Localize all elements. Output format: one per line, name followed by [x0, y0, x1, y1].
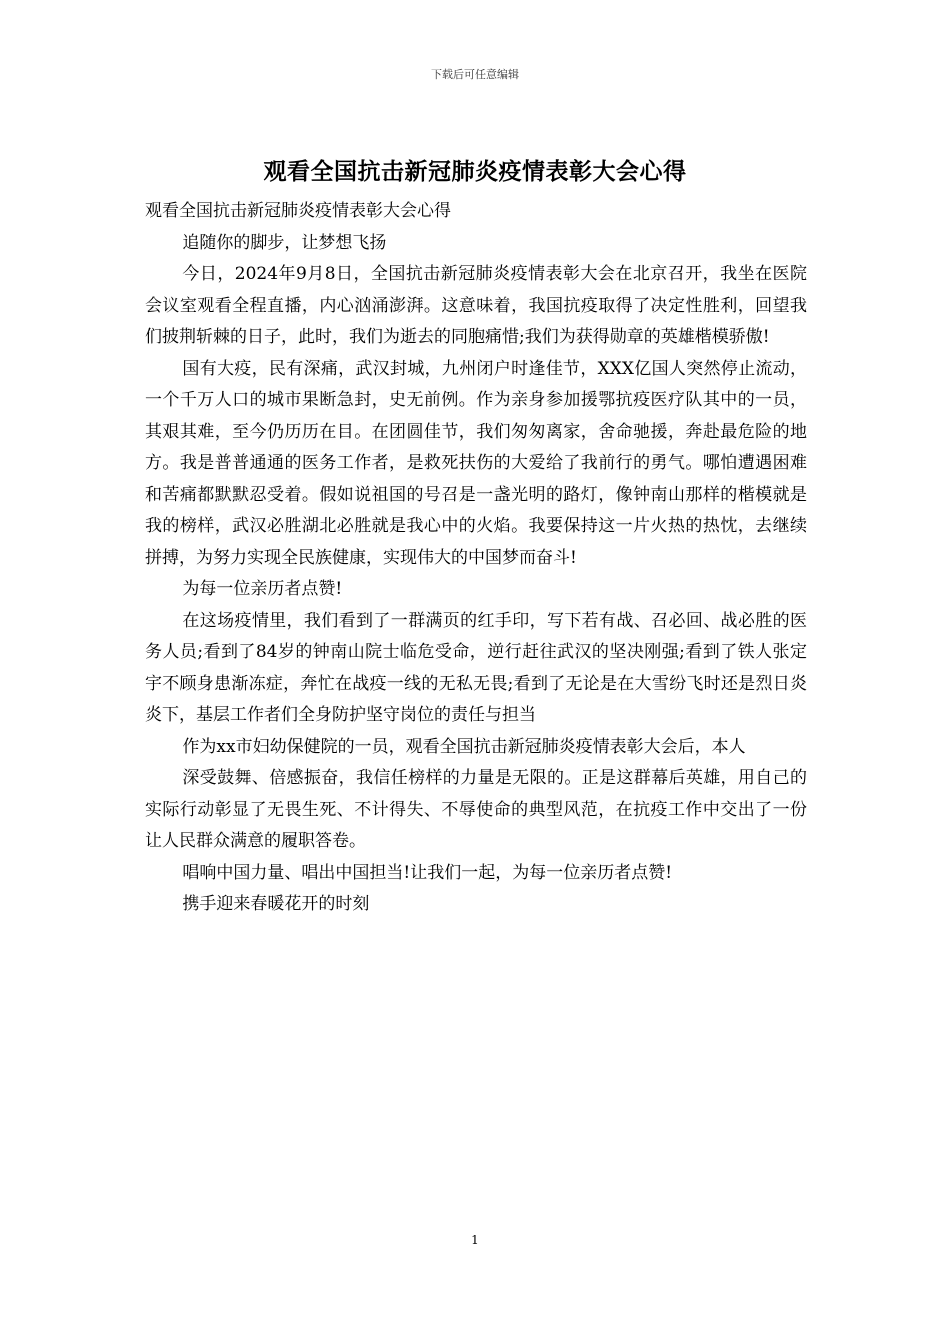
- paragraph: 为每一位亲历者点赞!: [182, 579, 343, 599]
- document-title: 观看全国抗击新冠肺炎疫情表彰大会心得: [263, 158, 687, 185]
- paragraph: 在这场疫情里，我们看到了一群满页的红手印，写下若有战、召必回、战必胜的医务人员;看到了84岁的钟南山院士临危受命，逆行赶往武汉的坚决刚强;看到了铁人张定宇不顾身患渐冻症，奔忙在战疫一线的无私无畏;看到了无论是在大雪纷飞时还是烈日炎炎下，基层工作者们全身防护坚守岗位的责任与担当: [145, 610, 807, 725]
- paragraph: 观看全国抗击新冠肺炎疫情表彰大会心得: [145, 201, 451, 221]
- paragraph: 国有大疫，民有深痛，武汉封城，九州闭户时逢佳节，XXX亿国人突然停止流动，一个千万人口的城市果断急封，史无前例。作为亲身参加援鄂抗疫医疗队其中的一员，其艰其难，至今仍历历在目。在团圆佳节，我们匆匆离家，舍命驰援，奔赴最危险的地方。我是普普通通的医务工作者，是救死扶伤的大爱给了我前行的勇气。哪怕遭遇困难和苦痛都默默忍受着。假如说祖国的号召是一盏光明的路灯，像钟南山那样的楷模就是我的榜样，武汉必胜湖北必胜就是我心中的火焰。我要保持这一片火热的热忱，去继续拼搏，为努力实现全民族健康，实现伟大的中国梦而奋斗!: [145, 358, 807, 568]
- document-body: [145, 196, 807, 921]
- paragraph: 追随你的脚步，让梦想飞扬: [182, 232, 387, 253]
- paragraph: 携手迎来春暖花开的时刻: [182, 894, 370, 914]
- page-header: 下载后可任意编辑: [431, 68, 519, 81]
- paragraph: 深受鼓舞、倍感振奋，我信任榜样的力量是无限的。正是这群幕后英雄，用自己的实际行动彰显了无畏生死、不计得失、不辱使命的典型风范，在抗疫工作中交出了一份让人民群众满意的履职答卷。: [145, 768, 807, 851]
- paragraph: 作为xx市妇幼保健院的一员，观看全国抗击新冠肺炎疫情表彰大会后，本人: [182, 736, 746, 757]
- paragraph: 今日，2024年9月8日，全国抗击新冠肺炎疫情表彰大会在北京召开，我坐在医院会议室观看全程直播，内心汹涌澎湃。这意味着，我国抗疫取得了决定性胜利，回望我们披荆斩棘的日子，此时，我们为逝去的同胞痛惜;我们为获得勋章的英雄楷模骄傲!: [145, 264, 807, 347]
- paragraph: 唱响中国力量、唱出中国担当!让我们一起，为每一位亲历者点赞!: [182, 862, 673, 883]
- page-number: 1: [471, 1233, 479, 1247]
